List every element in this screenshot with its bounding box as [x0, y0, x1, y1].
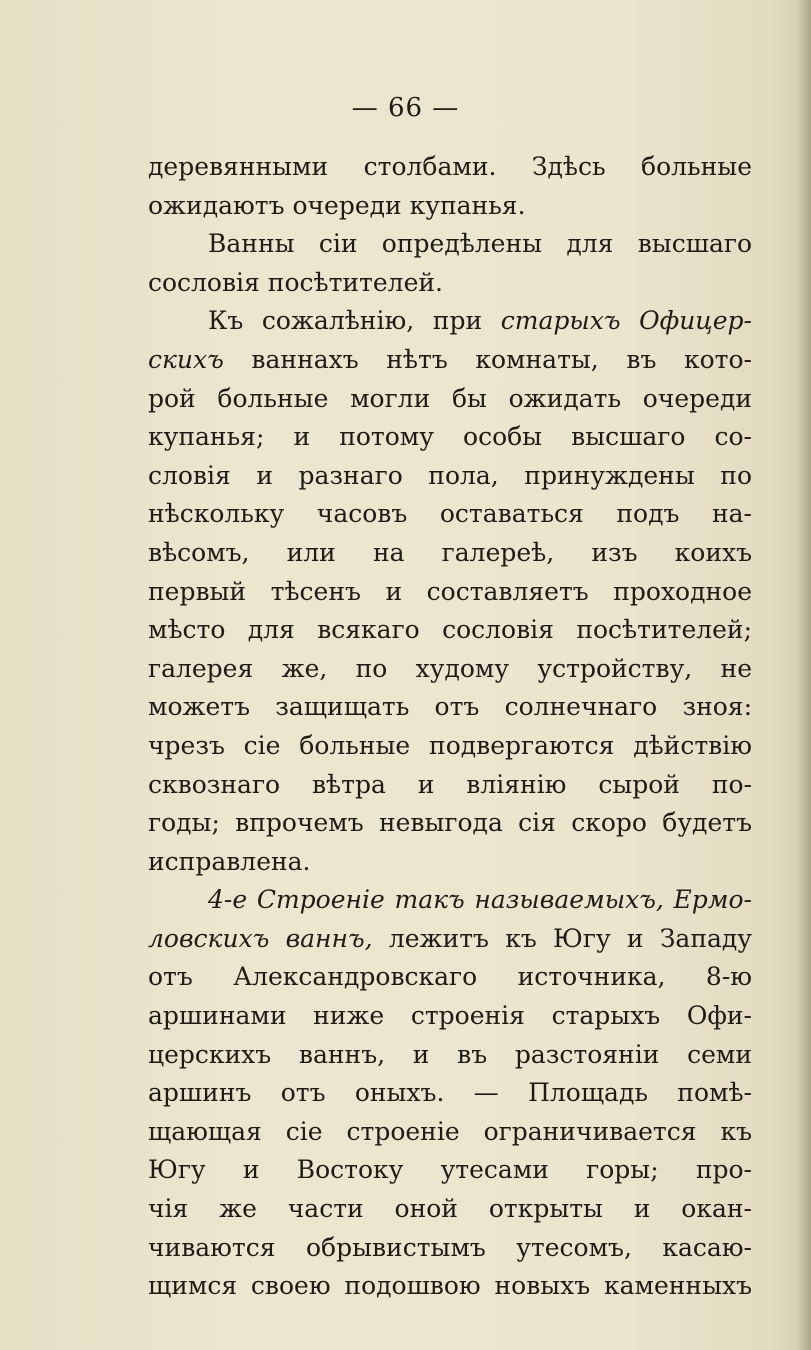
text-segment: лежитъ къ Югу и Западу [372, 923, 753, 953]
text-line [148, 302, 752, 341]
text-line: Ванны сіи опредѣлены для высшаго [208, 229, 752, 259]
text-line: щимся своею подошвою новыхъ каменныхъ [148, 1271, 752, 1301]
body-text [148, 148, 752, 1306]
text-line: церскихъ ваннъ, и въ разстояніи семи [148, 1039, 752, 1069]
text-line: рой больные могли бы ожидать очереди [148, 383, 752, 413]
page-edge-shadow [797, 0, 811, 1350]
text-line: вѣсомъ, или на галереѣ, изъ коихъ [148, 537, 752, 567]
text-line: галерея же, по худому устройству, не [148, 653, 752, 683]
text-line: мѣсто для всякаго сословія посѣтителей; [148, 615, 752, 645]
text-line: ожидаютъ очереди купанья. [148, 190, 526, 220]
text-line: нѣскольку часовъ оставаться подъ на- [148, 499, 752, 529]
text-segment: Къ сожалѣнію, при [208, 306, 501, 336]
italic-text: ловскихъ ваннъ, [148, 923, 373, 953]
text-line: чія же части оной открыты и окан- [148, 1194, 752, 1224]
text-line: Югу и Востоку утесами горы; про- [148, 1155, 752, 1185]
text-line [148, 881, 752, 920]
text-line: чиваются обрывистымъ утесомъ, касаю- [148, 1232, 752, 1262]
text-line: деревянными столбами. Здѣсь больные [148, 152, 752, 181]
text-line: купанья; и потому особы высшаго со- [148, 422, 752, 452]
text-line: отъ Александровскаго источника, 8-ю [148, 962, 752, 992]
italic-text: скихъ [148, 344, 224, 374]
text-line: исправлена. [148, 846, 311, 876]
text-segment: ваннахъ нѣтъ комнаты, въ кото- [223, 344, 752, 374]
text-line: можетъ защищать отъ солнечнаго зноя: [148, 692, 752, 722]
text-line [148, 920, 752, 959]
text-line: сквознаго вѣтра и вліянію сырой по- [148, 769, 752, 799]
text-line: сословія посѣтителей. [148, 267, 443, 297]
text-line: щающая сіе строеніе ограничивается къ [148, 1116, 752, 1146]
text-line: словія и разнаго пола, принуждены по [148, 460, 752, 490]
italic-text: 4-е Строеніе такъ называемыхъ, Ермо- [208, 885, 752, 915]
page-number: — 66 — [351, 93, 460, 123]
italic-text: старыхъ Офицер- [500, 306, 752, 336]
text-line: годы; впрочемъ невыгода сія скоро будетъ [148, 808, 752, 838]
text-line [148, 341, 752, 380]
text-line: чрезъ сіе больные подвергаются дѣйствію [148, 730, 752, 760]
text-line: аршинами ниже строенія старыхъ Офи- [148, 1001, 752, 1031]
text-line: аршинъ отъ оныхъ. — Площадь помѣ- [148, 1078, 752, 1108]
text-line: первый тѣсенъ и составляетъ проходное [148, 576, 752, 606]
